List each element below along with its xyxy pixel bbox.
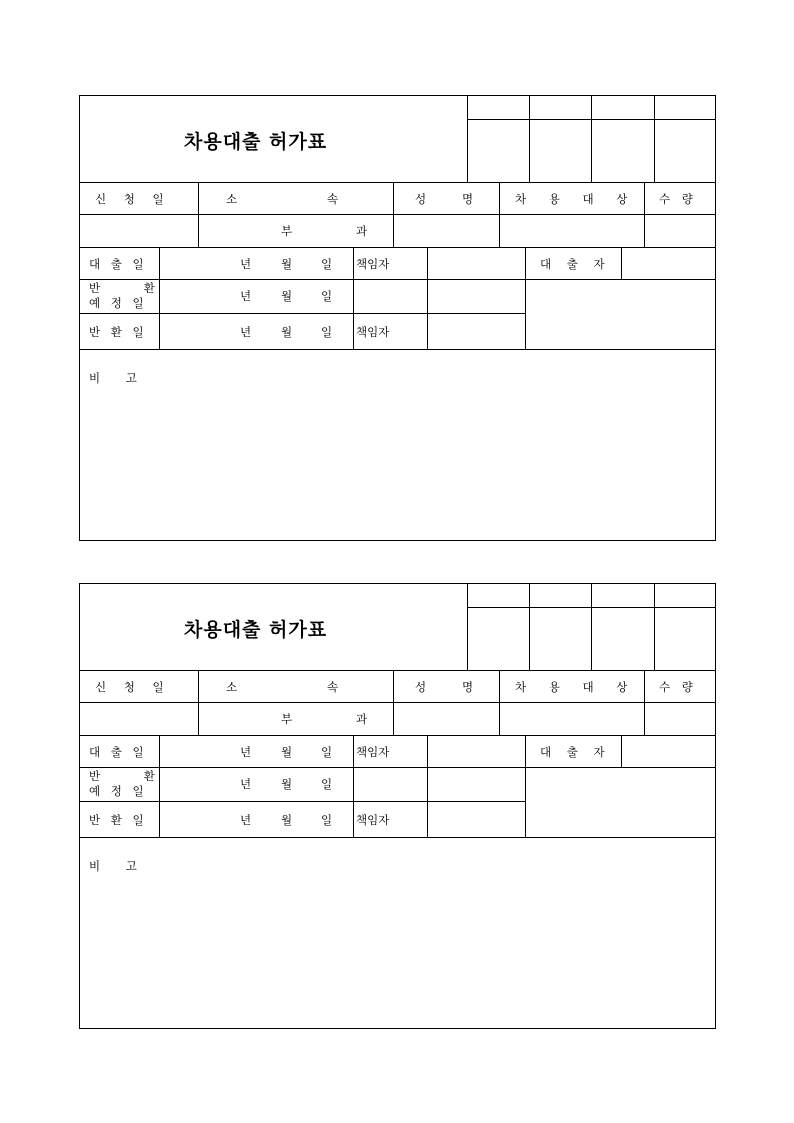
- col-line: [644, 670, 645, 735]
- approval-col: [654, 584, 655, 670]
- col-line: [499, 670, 500, 735]
- row-line: [80, 801, 525, 802]
- col-line: [525, 735, 526, 837]
- belong-label-sok: 속: [327, 680, 339, 694]
- row-line: [80, 247, 715, 248]
- approval-col: [591, 584, 592, 670]
- borrow-target-label: 차 용 대 상: [515, 680, 628, 694]
- belong-label-so: 소: [226, 680, 238, 694]
- col-line: [393, 182, 394, 247]
- dept-label-gwa: 과: [356, 224, 368, 238]
- month-label: 월: [281, 257, 293, 271]
- row-line: [80, 735, 715, 736]
- dept-label-bu: 부: [281, 712, 293, 726]
- row-line: [80, 313, 525, 314]
- col-line: [427, 735, 428, 837]
- approval-col: [591, 96, 592, 182]
- col-line: [159, 735, 160, 837]
- year-label: 년: [240, 745, 252, 759]
- row-line: [80, 837, 715, 838]
- form-title: 차용대출 허가표: [184, 619, 328, 641]
- row-line: [80, 670, 715, 671]
- loan-permit-form: [79, 583, 716, 1029]
- return-label-bottom: 예 정 일: [89, 784, 144, 798]
- quantity-label: 수 량: [659, 192, 693, 206]
- row-line: [80, 702, 715, 703]
- month-label: 월: [281, 289, 293, 303]
- name-label-myeong: 명: [462, 680, 474, 694]
- col-line: [644, 182, 645, 247]
- loan-permit-form: [79, 95, 716, 541]
- borrow-target-label: 차 용 대 상: [515, 192, 628, 206]
- loan-date-label: 대 출 일: [89, 745, 144, 759]
- manager-label: 책임자: [356, 813, 390, 827]
- row-line: [159, 279, 524, 280]
- return-label-bottom: 예 정 일: [89, 296, 144, 310]
- return-date-label: 반 환 일: [89, 325, 144, 339]
- manager-label: 책임자: [356, 745, 390, 759]
- remarks-label: 비 고: [89, 371, 137, 385]
- row-line: [80, 214, 715, 215]
- form-title: 차용대출 허가표: [184, 131, 328, 153]
- name-label-seong: 성: [415, 192, 427, 206]
- day-label: 일: [321, 325, 333, 339]
- col-line: [621, 247, 622, 279]
- month-label: 월: [281, 777, 293, 791]
- manager-label: 책임자: [356, 257, 390, 271]
- day-label: 일: [321, 813, 333, 827]
- apply-date-label: 신 청 일: [95, 192, 164, 206]
- lender-label: 대 출 자: [540, 257, 605, 271]
- col-line: [198, 670, 199, 735]
- apply-date-label: 신 청 일: [95, 680, 164, 694]
- col-line: [198, 182, 199, 247]
- year-label: 년: [240, 289, 252, 303]
- month-label: 월: [281, 325, 293, 339]
- col-line: [353, 247, 354, 349]
- row-line: [80, 349, 715, 350]
- return-date-label: 반 환 일: [89, 813, 144, 827]
- lender-label: 대 출 자: [540, 745, 605, 759]
- belong-label-so: 소: [226, 192, 238, 206]
- day-label: 일: [321, 257, 333, 271]
- approval-col: [529, 96, 530, 182]
- year-label: 년: [240, 325, 252, 339]
- manager-label: 책임자: [356, 325, 390, 339]
- col-line: [621, 735, 622, 767]
- year-label: 년: [240, 813, 252, 827]
- return-label-top: 반 환: [89, 769, 155, 783]
- approval-col: [529, 584, 530, 670]
- name-label-myeong: 명: [462, 192, 474, 206]
- dept-label-gwa: 과: [356, 712, 368, 726]
- month-label: 월: [281, 745, 293, 759]
- year-label: 년: [240, 257, 252, 271]
- col-line: [353, 735, 354, 837]
- approval-col: [654, 96, 655, 182]
- year-label: 년: [240, 777, 252, 791]
- loan-date-label: 대 출 일: [89, 257, 144, 271]
- approval-col: [467, 584, 468, 670]
- col-line: [393, 670, 394, 735]
- day-label: 일: [321, 745, 333, 759]
- day-label: 일: [321, 289, 333, 303]
- row-line: [159, 767, 524, 768]
- approval-col: [467, 96, 468, 182]
- name-label-seong: 성: [415, 680, 427, 694]
- dept-label-bu: 부: [281, 224, 293, 238]
- remarks-label: 비 고: [89, 859, 137, 873]
- col-line: [525, 247, 526, 349]
- quantity-label: 수 량: [659, 680, 693, 694]
- belong-label-sok: 속: [327, 192, 339, 206]
- row-line: [80, 182, 715, 183]
- col-line: [159, 247, 160, 349]
- day-label: 일: [321, 777, 333, 791]
- return-label-top: 반 환: [89, 281, 155, 295]
- month-label: 월: [281, 813, 293, 827]
- col-line: [499, 182, 500, 247]
- col-line: [427, 247, 428, 349]
